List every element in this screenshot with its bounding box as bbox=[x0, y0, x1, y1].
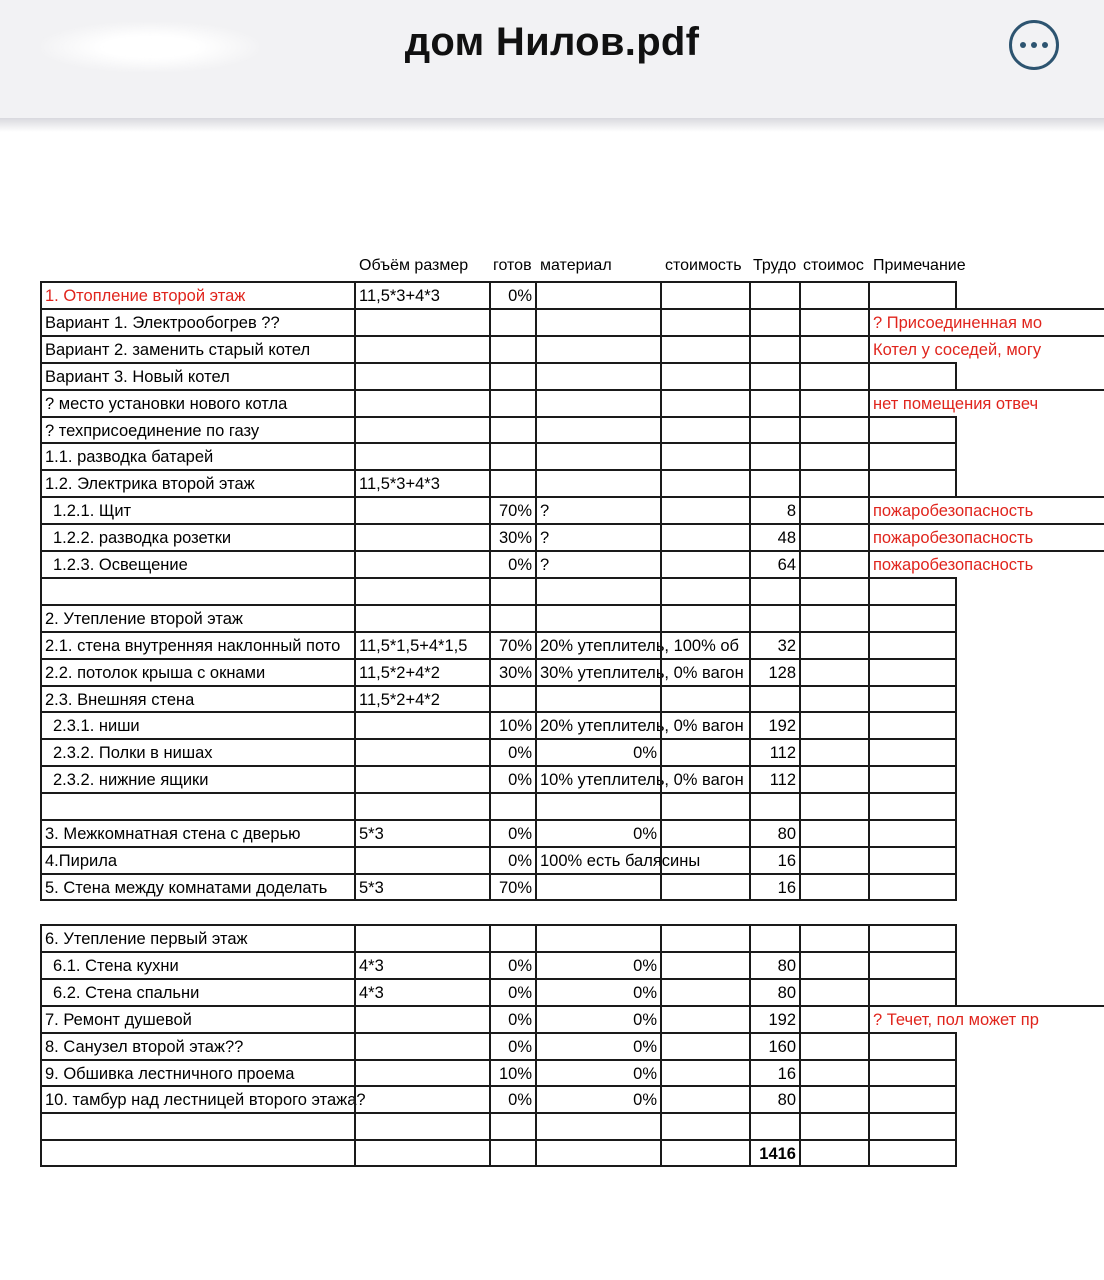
table-bottom-border bbox=[40, 899, 957, 901]
cell-lcost bbox=[799, 792, 868, 819]
cell-ready: 0% bbox=[489, 738, 535, 765]
cell-size: 11,5*2+4*2 bbox=[354, 658, 489, 685]
table-row bbox=[0, 1032, 1104, 1059]
cell-material: 0% bbox=[535, 1059, 660, 1086]
table-row bbox=[0, 550, 1104, 577]
cell-lcost bbox=[799, 1085, 868, 1112]
cell-cost bbox=[660, 308, 749, 335]
cell-name: 2.1. стена внутренняя наклонный пото bbox=[40, 631, 354, 658]
cell-note bbox=[868, 362, 957, 389]
cell-cost bbox=[660, 631, 749, 658]
table-row bbox=[0, 442, 1104, 469]
cell-ready: 0% bbox=[489, 1032, 535, 1059]
cell-size: 4*3 bbox=[354, 951, 489, 978]
cell-note bbox=[868, 416, 957, 443]
cell-labor bbox=[749, 335, 799, 362]
cell-ready: 0% bbox=[489, 1085, 535, 1112]
cell-note bbox=[868, 792, 957, 819]
cell-material bbox=[535, 335, 660, 362]
cell-ready: 0% bbox=[489, 978, 535, 1005]
table-row bbox=[0, 604, 1104, 631]
cell-material: ? bbox=[535, 496, 660, 523]
cell-note bbox=[868, 846, 957, 873]
cell-labor bbox=[749, 416, 799, 443]
cell-name: 9. Обшивка лестничного проема bbox=[40, 1059, 354, 1086]
table-row bbox=[0, 1139, 1104, 1166]
cell-cost bbox=[660, 711, 749, 738]
table-row bbox=[0, 711, 1104, 738]
cell-ready: 70% bbox=[489, 631, 535, 658]
cell-size bbox=[354, 1085, 489, 1112]
cell-cost bbox=[660, 389, 749, 416]
cell-lcost bbox=[799, 1059, 868, 1086]
cell-cost bbox=[660, 1005, 749, 1032]
cell-labor: 32 bbox=[749, 631, 799, 658]
cell-labor bbox=[749, 1112, 799, 1139]
cell-note bbox=[868, 924, 957, 951]
cell-name: 2.2. потолок крыша с окнами bbox=[40, 658, 354, 685]
cell-note: Котел у соседей, могу bbox=[868, 335, 1104, 362]
table-row bbox=[0, 389, 1104, 416]
cell-labor bbox=[749, 792, 799, 819]
cell-cost bbox=[660, 738, 749, 765]
cell-material bbox=[535, 792, 660, 819]
table-row bbox=[0, 631, 1104, 658]
table-row bbox=[0, 924, 1104, 951]
cell-labor bbox=[749, 577, 799, 604]
table-row bbox=[0, 362, 1104, 389]
cell-ready: 70% bbox=[489, 873, 535, 900]
cell-material bbox=[535, 308, 660, 335]
cell-cost bbox=[660, 846, 749, 873]
cell-cost bbox=[660, 362, 749, 389]
cell-cost bbox=[660, 523, 749, 550]
cell-name: 6.2. Стена спальни bbox=[40, 978, 354, 1005]
table-row bbox=[0, 469, 1104, 496]
cell-ready bbox=[489, 604, 535, 631]
cell-size bbox=[354, 738, 489, 765]
cell-note bbox=[868, 442, 957, 469]
cell-size bbox=[354, 1005, 489, 1032]
cell-cost bbox=[660, 792, 749, 819]
cell-cost bbox=[660, 951, 749, 978]
cell-name: 2. Утепление второй этаж bbox=[40, 604, 354, 631]
cell-material: 0% bbox=[535, 819, 660, 846]
cell-cost bbox=[660, 442, 749, 469]
table-row bbox=[0, 819, 1104, 846]
table-row bbox=[0, 738, 1104, 765]
cell-material bbox=[535, 362, 660, 389]
cell-lcost bbox=[799, 362, 868, 389]
cell-material: 100% есть балясины bbox=[535, 846, 660, 873]
cell-labor: 192 bbox=[749, 711, 799, 738]
cell-note: ? Течет, пол может пр bbox=[868, 1005, 1104, 1032]
cell-note bbox=[868, 765, 957, 792]
cell-lcost bbox=[799, 308, 868, 335]
cell-lcost bbox=[799, 978, 868, 1005]
table-row bbox=[0, 335, 1104, 362]
cell-lcost bbox=[799, 604, 868, 631]
cell-name: 2.3.2. нижние ящики bbox=[40, 765, 354, 792]
cell-lcost bbox=[799, 631, 868, 658]
cell-size bbox=[354, 765, 489, 792]
cell-name: 1.2.3. Освещение bbox=[40, 550, 354, 577]
cell-note bbox=[868, 1032, 957, 1059]
cell-note bbox=[868, 1085, 957, 1112]
cell-ready: 0% bbox=[489, 819, 535, 846]
cell-size bbox=[354, 924, 489, 951]
cell-material bbox=[535, 873, 660, 900]
cell-size bbox=[354, 389, 489, 416]
cell-ready bbox=[489, 924, 535, 951]
cell-lcost bbox=[799, 523, 868, 550]
cell-ready: 30% bbox=[489, 523, 535, 550]
cell-lcost bbox=[799, 1005, 868, 1032]
cell-material bbox=[535, 1112, 660, 1139]
cell-note bbox=[868, 281, 957, 308]
cell-size bbox=[354, 711, 489, 738]
cell-labor: 80 bbox=[749, 1085, 799, 1112]
cell-labor: 48 bbox=[749, 523, 799, 550]
cell-size bbox=[354, 1059, 489, 1086]
cell-note bbox=[868, 577, 957, 604]
cell-size bbox=[354, 1112, 489, 1139]
header-cost: стоимость bbox=[665, 257, 742, 274]
cell-size bbox=[354, 550, 489, 577]
cell-name bbox=[40, 792, 354, 819]
table-row bbox=[0, 951, 1104, 978]
cell-note bbox=[868, 1059, 957, 1086]
cell-note: ? Присоединенная мо bbox=[868, 308, 1104, 335]
cell-ready bbox=[489, 362, 535, 389]
cell-note bbox=[868, 951, 957, 978]
cell-labor: 192 bbox=[749, 1005, 799, 1032]
cell-name bbox=[40, 1139, 354, 1166]
cell-material: 0% bbox=[535, 951, 660, 978]
cell-material bbox=[535, 469, 660, 496]
cell-material: 20% утеплитель, 0% вагон bbox=[535, 711, 660, 738]
cell-labor: 16 bbox=[749, 873, 799, 900]
cell-material bbox=[535, 281, 660, 308]
cell-cost bbox=[660, 1139, 749, 1166]
cell-labor: 1416 bbox=[749, 1139, 799, 1166]
cell-size bbox=[354, 335, 489, 362]
cell-name: 6. Утепление первый этаж bbox=[40, 924, 354, 951]
cell-cost bbox=[660, 685, 749, 712]
cell-lcost bbox=[799, 469, 868, 496]
cell-lcost bbox=[799, 951, 868, 978]
cell-lcost bbox=[799, 496, 868, 523]
table-row bbox=[0, 685, 1104, 712]
cell-labor: 80 bbox=[749, 819, 799, 846]
cell-material: 0% bbox=[535, 1005, 660, 1032]
cell-cost bbox=[660, 281, 749, 308]
cell-note bbox=[868, 1112, 957, 1139]
cell-material bbox=[535, 389, 660, 416]
cell-labor bbox=[749, 389, 799, 416]
cell-note bbox=[868, 604, 957, 631]
cell-lcost bbox=[799, 1112, 868, 1139]
table-row bbox=[0, 523, 1104, 550]
cell-cost bbox=[660, 416, 749, 443]
cell-material: 0% bbox=[535, 738, 660, 765]
cell-cost bbox=[660, 924, 749, 951]
cell-note bbox=[868, 819, 957, 846]
cell-ready: 30% bbox=[489, 658, 535, 685]
cell-name: 10. тамбур над лестницей второго этажа? bbox=[40, 1085, 354, 1112]
cell-ready: 0% bbox=[489, 1005, 535, 1032]
cell-material bbox=[535, 416, 660, 443]
cell-lcost bbox=[799, 281, 868, 308]
cell-lcost bbox=[799, 658, 868, 685]
header-material: материал bbox=[540, 257, 612, 274]
table-row bbox=[0, 577, 1104, 604]
cell-name: 1. Отопление второй этаж bbox=[40, 281, 354, 308]
cell-name: 1.2.1. Щит bbox=[40, 496, 354, 523]
table-row bbox=[0, 308, 1104, 335]
cell-cost bbox=[660, 1085, 749, 1112]
cell-labor: 160 bbox=[749, 1032, 799, 1059]
cell-labor: 64 bbox=[749, 550, 799, 577]
cell-lcost bbox=[799, 416, 868, 443]
cell-ready: 0% bbox=[489, 281, 535, 308]
cell-cost bbox=[660, 765, 749, 792]
cell-material bbox=[535, 442, 660, 469]
cell-size bbox=[354, 523, 489, 550]
cell-cost bbox=[660, 978, 749, 1005]
cell-note bbox=[868, 711, 957, 738]
cell-size bbox=[354, 577, 489, 604]
header-labor-cost: стоимос bbox=[803, 257, 864, 274]
table-row bbox=[0, 1005, 1104, 1032]
table-row bbox=[0, 1085, 1104, 1112]
cell-material bbox=[535, 604, 660, 631]
cell-lcost bbox=[799, 389, 868, 416]
cell-size bbox=[354, 1032, 489, 1059]
cell-ready bbox=[489, 469, 535, 496]
cell-name: ? место установки нового котла bbox=[40, 389, 354, 416]
cell-lcost bbox=[799, 738, 868, 765]
cell-labor bbox=[749, 308, 799, 335]
cell-size: 4*3 bbox=[354, 978, 489, 1005]
cell-size: 5*3 bbox=[354, 819, 489, 846]
cell-note bbox=[868, 738, 957, 765]
cell-size bbox=[354, 604, 489, 631]
table-row bbox=[0, 658, 1104, 685]
cell-cost bbox=[660, 550, 749, 577]
cell-name: 2.3. Внешняя стена bbox=[40, 685, 354, 712]
cell-cost bbox=[660, 1032, 749, 1059]
cell-lcost bbox=[799, 577, 868, 604]
cell-lcost bbox=[799, 711, 868, 738]
cell-name: 2.3.1. ниши bbox=[40, 711, 354, 738]
cell-note bbox=[868, 978, 957, 1005]
cell-lcost bbox=[799, 550, 868, 577]
cell-size: 11,5*2+4*2 bbox=[354, 685, 489, 712]
cell-labor bbox=[749, 924, 799, 951]
cell-ready: 10% bbox=[489, 1059, 535, 1086]
header-labor: Трудо bbox=[753, 257, 797, 274]
cell-name: 2.3.2. Полки в нишах bbox=[40, 738, 354, 765]
cell-size: 11,5*3+4*3 bbox=[354, 469, 489, 496]
cell-lcost bbox=[799, 335, 868, 362]
cell-cost bbox=[660, 1059, 749, 1086]
cell-lcost bbox=[799, 765, 868, 792]
cell-cost bbox=[660, 819, 749, 846]
cell-labor: 8 bbox=[749, 496, 799, 523]
cell-labor bbox=[749, 362, 799, 389]
cell-note bbox=[868, 685, 957, 712]
cell-size: 11,5*3+4*3 bbox=[354, 281, 489, 308]
cell-name: 8. Санузел второй этаж?? bbox=[40, 1032, 354, 1059]
cell-lcost bbox=[799, 873, 868, 900]
cell-material: ? bbox=[535, 550, 660, 577]
cell-ready: 10% bbox=[489, 711, 535, 738]
document-title: дом Нилов.pdf bbox=[404, 20, 700, 64]
table-row bbox=[0, 978, 1104, 1005]
cell-name: 5. Стена между комнатами доделать bbox=[40, 873, 354, 900]
cell-ready: 0% bbox=[489, 846, 535, 873]
cell-material: 0% bbox=[535, 1085, 660, 1112]
cell-note: нет помещения отвеч bbox=[868, 389, 1104, 416]
cell-labor: 80 bbox=[749, 951, 799, 978]
cell-note bbox=[868, 631, 957, 658]
cell-lcost bbox=[799, 442, 868, 469]
cell-ready: 0% bbox=[489, 550, 535, 577]
header-size: Объём размер bbox=[359, 257, 469, 274]
cell-name: Вариант 2. заменить старый котел bbox=[40, 335, 354, 362]
cell-material: ? bbox=[535, 523, 660, 550]
table-bottom-border bbox=[40, 1165, 957, 1167]
table-row bbox=[0, 496, 1104, 523]
cell-size bbox=[354, 362, 489, 389]
cell-size bbox=[354, 846, 489, 873]
cell-cost bbox=[660, 1112, 749, 1139]
table-row bbox=[0, 792, 1104, 819]
cell-ready bbox=[489, 442, 535, 469]
cell-note bbox=[868, 469, 957, 496]
cell-labor bbox=[749, 604, 799, 631]
header-ready: готов bbox=[493, 257, 532, 274]
cell-labor: 16 bbox=[749, 1059, 799, 1086]
cell-lcost bbox=[799, 924, 868, 951]
cell-ready bbox=[489, 308, 535, 335]
cell-size bbox=[354, 496, 489, 523]
cell-size: 5*3 bbox=[354, 873, 489, 900]
cell-size bbox=[354, 792, 489, 819]
table-row bbox=[0, 1059, 1104, 1086]
cell-ready bbox=[489, 685, 535, 712]
cell-ready bbox=[489, 577, 535, 604]
cell-labor: 16 bbox=[749, 846, 799, 873]
table-row bbox=[0, 846, 1104, 873]
cell-labor bbox=[749, 685, 799, 712]
cell-ready: 0% bbox=[489, 951, 535, 978]
cell-ready bbox=[489, 416, 535, 443]
cell-note: пожаробезопасность bbox=[868, 550, 1104, 577]
cell-lcost bbox=[799, 846, 868, 873]
cell-cost bbox=[660, 604, 749, 631]
cell-lcost bbox=[799, 1032, 868, 1059]
cell-size bbox=[354, 416, 489, 443]
cell-labor: 80 bbox=[749, 978, 799, 1005]
cell-name: 1.1. разводка батарей bbox=[40, 442, 354, 469]
cell-lcost bbox=[799, 819, 868, 846]
cell-cost bbox=[660, 577, 749, 604]
cell-labor: 112 bbox=[749, 738, 799, 765]
cell-ready bbox=[489, 1112, 535, 1139]
cell-size bbox=[354, 442, 489, 469]
cell-labor bbox=[749, 442, 799, 469]
cell-size: 11,5*1,5+4*1,5 bbox=[354, 631, 489, 658]
cell-ready bbox=[489, 389, 535, 416]
cell-material bbox=[535, 685, 660, 712]
cell-note bbox=[868, 873, 957, 900]
cell-size bbox=[354, 308, 489, 335]
cell-material: 10% утеплитель, 0% вагон bbox=[535, 765, 660, 792]
cell-name: Вариант 3. Новый котел bbox=[40, 362, 354, 389]
cell-name: 3. Межкомнатная стена с дверью bbox=[40, 819, 354, 846]
cell-name bbox=[40, 1112, 354, 1139]
cell-lcost bbox=[799, 1139, 868, 1166]
header-note: Примечание bbox=[873, 257, 966, 274]
table-row bbox=[0, 765, 1104, 792]
cell-ready bbox=[489, 1139, 535, 1166]
cell-material bbox=[535, 1139, 660, 1166]
cell-labor bbox=[749, 281, 799, 308]
cell-name: 4.Пирила bbox=[40, 846, 354, 873]
cell-ready bbox=[489, 792, 535, 819]
cell-note: пожаробезопасность bbox=[868, 523, 1104, 550]
cell-note bbox=[868, 1139, 957, 1166]
cell-material: 20% утеплитель, 100% об bbox=[535, 631, 660, 658]
cell-note: пожаробезопасность bbox=[868, 496, 1104, 523]
table-row bbox=[0, 416, 1104, 443]
cell-cost bbox=[660, 335, 749, 362]
cell-ready bbox=[489, 335, 535, 362]
cell-material: 0% bbox=[535, 1032, 660, 1059]
cell-material bbox=[535, 924, 660, 951]
cell-material bbox=[535, 577, 660, 604]
cell-name: 6.1. Стена кухни bbox=[40, 951, 354, 978]
cell-name: Вариант 1. Электрообогрев ?? bbox=[40, 308, 354, 335]
cell-labor bbox=[749, 469, 799, 496]
cell-labor: 112 bbox=[749, 765, 799, 792]
cell-size bbox=[354, 1139, 489, 1166]
cell-cost bbox=[660, 496, 749, 523]
cell-name: 1.2.2. разводка розетки bbox=[40, 523, 354, 550]
cell-name: 1.2. Электрика второй этаж bbox=[40, 469, 354, 496]
cell-cost bbox=[660, 469, 749, 496]
cell-ready: 70% bbox=[489, 496, 535, 523]
table-row bbox=[0, 281, 1104, 308]
cell-name: 7. Ремонт душевой bbox=[40, 1005, 354, 1032]
cell-lcost bbox=[799, 685, 868, 712]
cell-name bbox=[40, 577, 354, 604]
cell-note bbox=[868, 658, 957, 685]
table-row bbox=[0, 1112, 1104, 1139]
cell-cost bbox=[660, 873, 749, 900]
table-row bbox=[0, 873, 1104, 900]
cell-material: 30% утеплитель, 0% вагон bbox=[535, 658, 660, 685]
cell-ready: 0% bbox=[489, 765, 535, 792]
cell-material: 0% bbox=[535, 978, 660, 1005]
cell-labor: 128 bbox=[749, 658, 799, 685]
cell-name: ? техприсоединение по газу bbox=[40, 416, 354, 443]
cell-cost bbox=[660, 658, 749, 685]
